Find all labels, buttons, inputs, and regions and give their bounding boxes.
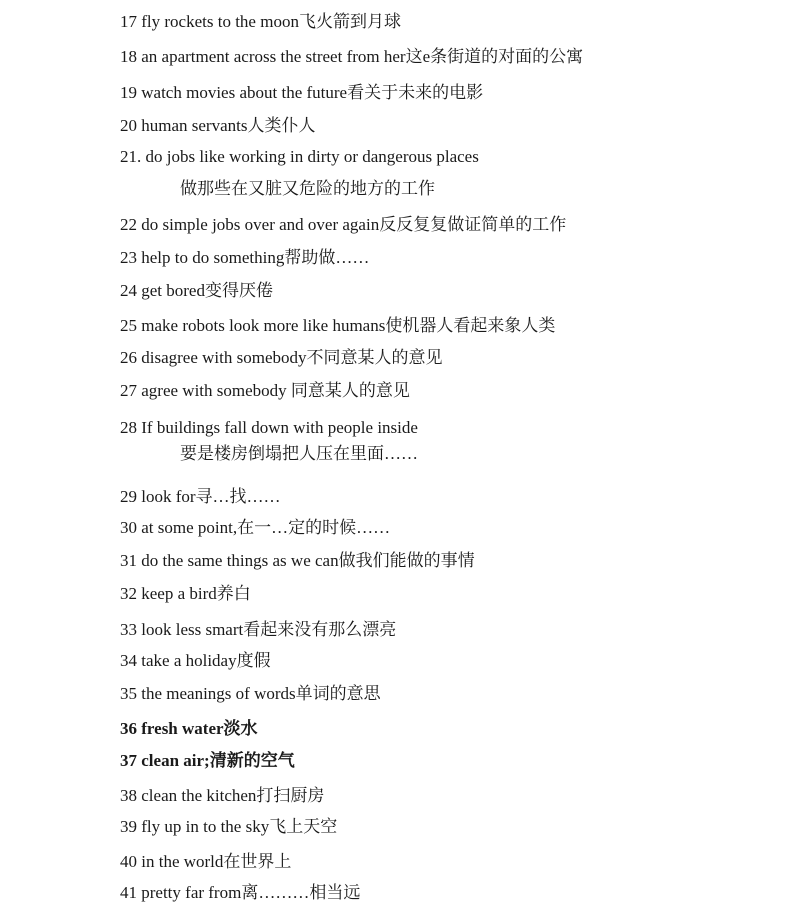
entry-27: 27 agree with somebody 同意某人的意见 xyxy=(120,381,410,400)
entry-20: 20 human servants人类仆人 xyxy=(120,116,316,135)
entry-33: 33 look less smart看起来没有那么漂亮 xyxy=(120,620,397,639)
entry-41: 41 pretty far from离………相当远 xyxy=(120,883,361,902)
entry-35: 35 the meanings of words单词的意思 xyxy=(120,684,381,703)
entry-32: 32 keep a bird养白 xyxy=(120,584,251,603)
entry-28-translation: 要是楼房倒塌把人压在里面…… xyxy=(180,444,418,463)
entry-29: 29 look for寻…找…… xyxy=(120,487,281,506)
entry-38: 38 clean the kitchen打扫厨房 xyxy=(120,786,325,805)
entry-31: 31 do the same things as we can做我们能做的事情 xyxy=(120,551,475,570)
entry-18: 18 an apartment across the street from her这e条街道的对面的公寓 xyxy=(120,47,584,66)
entry-30: 30 at some point,在一…定的时候…… xyxy=(120,518,391,537)
entry-21: 21. do jobs like working in dirty or dangerous places xyxy=(120,147,479,166)
entry-24: 24 get bored变得厌倦 xyxy=(120,281,273,300)
entry-26: 26 disagree with somebody不同意某人的意见 xyxy=(120,348,443,367)
entry-25: 25 make robots look more like humans使机器人看起来象人类 xyxy=(120,316,556,335)
entry-17: 17 fly rockets to the moon飞火箭到月球 xyxy=(120,12,401,31)
entry-40: 40 in the world在世界上 xyxy=(120,852,292,871)
entry-36: 36 fresh water淡水 xyxy=(120,719,258,738)
entry-39: 39 fly up in to the sky飞上天空 xyxy=(120,817,338,836)
entry-22: 22 do simple jobs over and over again反反复复做证简单的工作 xyxy=(120,215,567,234)
entry-23: 23 help to do something帮助做…… xyxy=(120,248,370,267)
entry-21-translation: 做那些在又脏又危险的地方的工作 xyxy=(180,179,435,198)
entry-34: 34 take a holiday度假 xyxy=(120,651,271,670)
entry-19: 19 watch movies about the future看关于未来的电影 xyxy=(120,83,484,102)
entry-28: 28 If buildings fall down with people inside xyxy=(120,418,418,437)
entry-37: 37 clean air;清新的空气 xyxy=(120,751,295,770)
